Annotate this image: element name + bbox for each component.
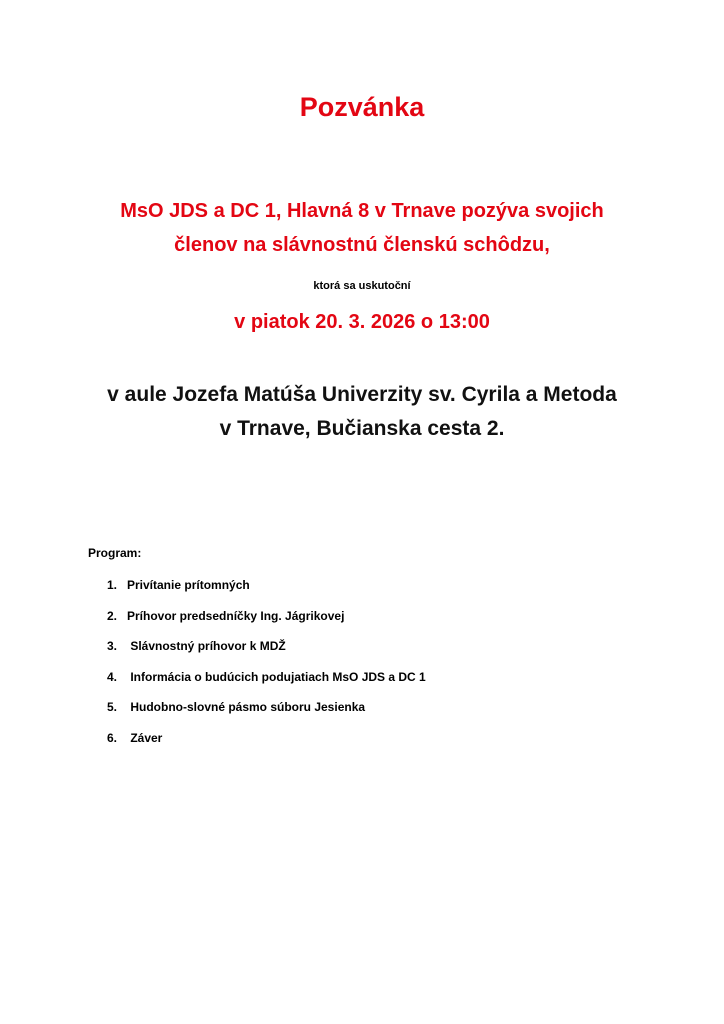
program-list xyxy=(107,577,426,760)
venue-line-1: v aule Jozefa Matúša Univerzity sv. Cyrila a Metoda xyxy=(107,383,617,406)
program-item-text: Privítanie prítomných xyxy=(127,578,250,592)
program-item-number: 3. xyxy=(107,639,118,653)
program-item-text: Slávnostný príhovor k MDŽ xyxy=(127,639,286,653)
organization-line-1: MsO JDS a DC 1, Hlavná 8 v Trnave pozýva svojich xyxy=(120,200,604,222)
program-item-number: 2. xyxy=(107,608,118,623)
program-item-number: 6. xyxy=(107,730,118,745)
which-takes-place-note: ktorá sa uskutoční xyxy=(313,280,411,292)
program-item-text: Hudobno-slovné pásmo súboru Jesienka xyxy=(127,700,366,714)
program-item xyxy=(107,608,426,639)
program-item-number: 4. xyxy=(107,669,118,684)
program-item xyxy=(107,730,426,761)
program-item-number: 5. xyxy=(107,700,118,714)
organization-line-2: členov na slávnostnú členskú schôdzu, xyxy=(174,234,550,256)
event-date-time: v piatok 20. 3. 2026 o 13:00 xyxy=(234,311,490,333)
program-item xyxy=(107,669,426,700)
venue-line-2: v Trnave, Bučianska cesta 2. xyxy=(219,417,505,440)
program-heading: Program: xyxy=(88,546,142,560)
program-item xyxy=(107,577,426,608)
program-item-text: Záver xyxy=(127,730,163,745)
page-title: Pozvánka xyxy=(299,92,425,122)
program-item-text: Príhovor predsedníčky Ing. Jágrikovej xyxy=(127,608,345,623)
program-item-number: 1. xyxy=(107,578,118,592)
program-item xyxy=(107,699,426,730)
program-item-text: Informácia o budúcich podujatiach MsO JDS a DC 1 xyxy=(127,669,426,684)
program-item xyxy=(107,638,426,669)
